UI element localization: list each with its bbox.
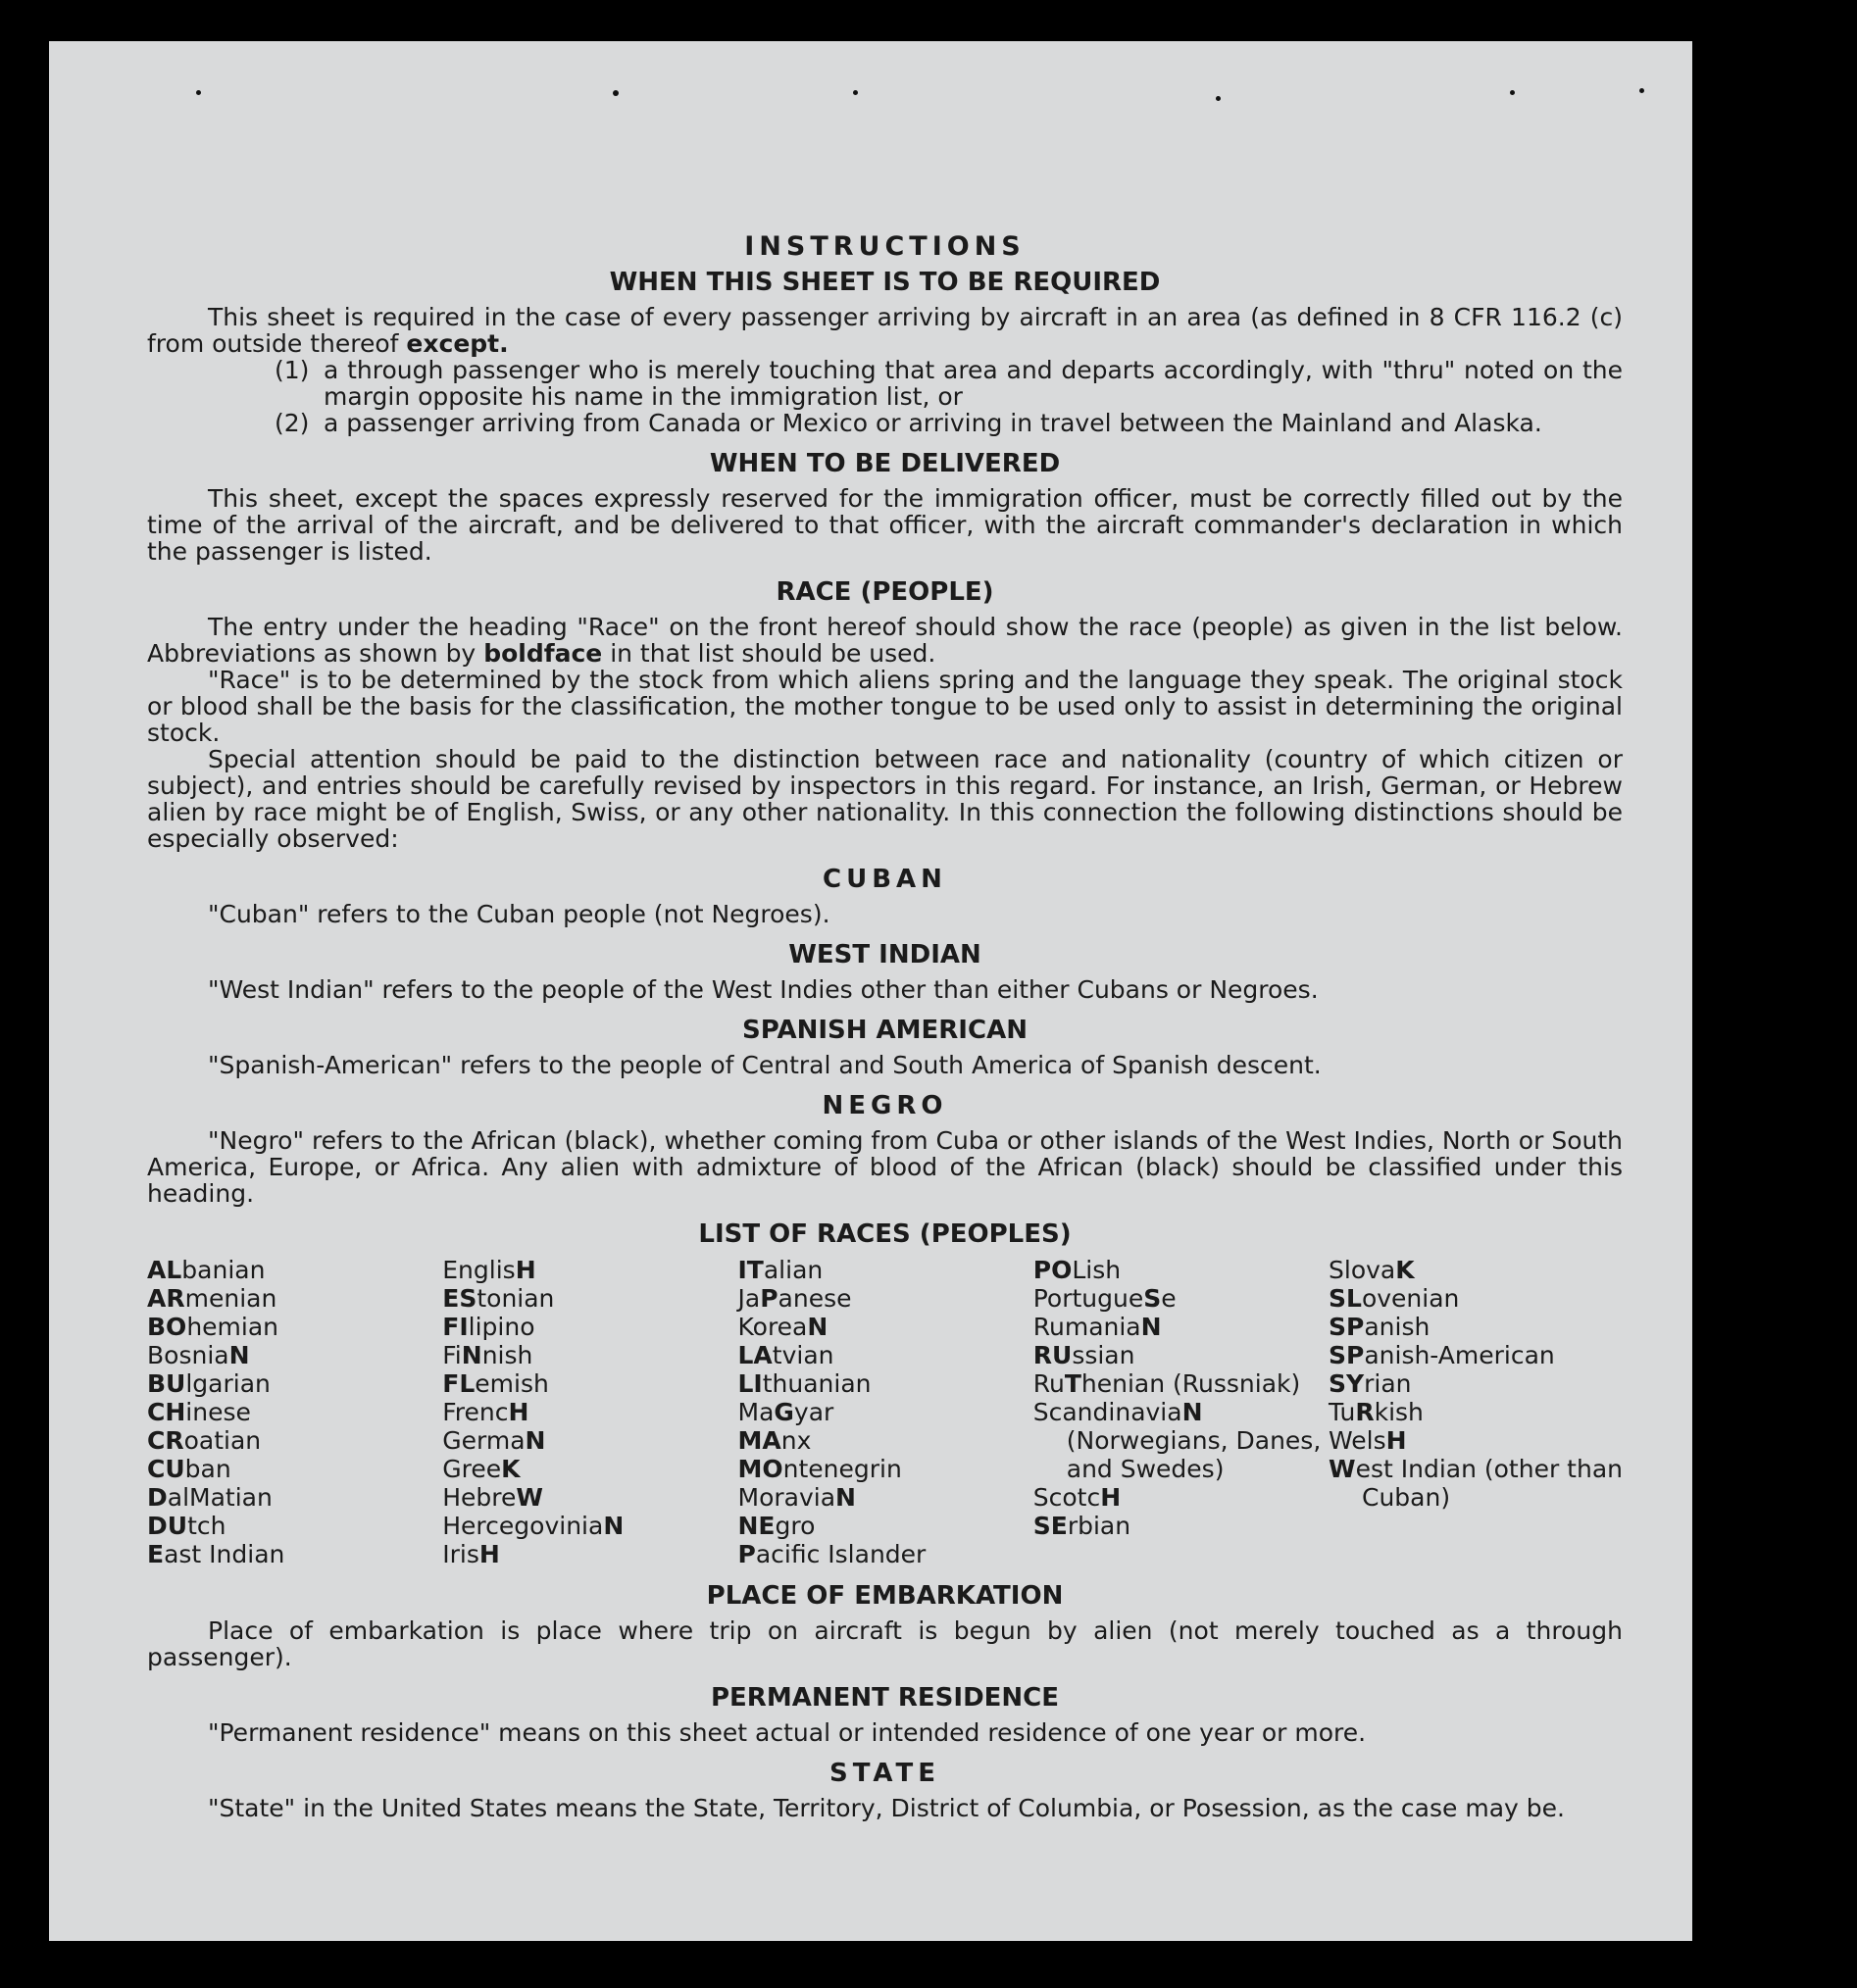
race-entry: TuRkish — [1329, 1398, 1424, 1426]
race-entry: DUtch — [147, 1512, 226, 1540]
race-entry: NEgro — [737, 1512, 816, 1540]
race-entry: FLemish — [442, 1369, 549, 1398]
race-entry: POLish — [1032, 1256, 1122, 1284]
race-entry: RumaniaN — [1032, 1313, 1162, 1341]
race-entry: ARmenian — [147, 1284, 277, 1313]
speck — [196, 90, 201, 95]
speck — [1216, 96, 1221, 101]
race-entry: ITalian — [737, 1256, 824, 1284]
race-entry: BosniaN — [147, 1341, 250, 1369]
race-entry: CHinese — [147, 1398, 251, 1426]
cuban-text: "Cuban" refers to the Cuban people (not Negroes). — [208, 900, 830, 928]
race-entry: GermaN — [442, 1426, 546, 1455]
heading-permanent-residence: PERMANENT RESIDENCE — [710, 1683, 1060, 1713]
west-indian-text: "West Indian" refers to the people of the West Indies other than either Cubans or Negroes. — [208, 975, 1319, 1004]
heading-when-required: WHEN THIS SHEET IS TO BE REQUIRED — [609, 268, 1161, 297]
race-column-4 — [1033, 1256, 1328, 1568]
race-entry: EnglisH — [442, 1256, 536, 1284]
race-column-5 — [1329, 1256, 1623, 1568]
heading-state: STATE — [828, 1759, 941, 1788]
race-column-1 — [147, 1256, 441, 1568]
when-required-text: This sheet is required in the case of every passenger arriving by aircraft in an area (as defined in 8 CFR 116.2 (c) from outside thereof except. — [147, 303, 1623, 358]
spanish-american-text: "Spanish-American" refers to the people of Central and South America of Spanish descent. — [208, 1051, 1322, 1079]
race-entry: ALbanian — [147, 1256, 266, 1284]
heading-cuban: CUBAN — [823, 865, 947, 894]
heading-race: RACE (PEOPLE) — [776, 577, 994, 607]
heading-west-indian: WEST INDIAN — [788, 940, 981, 969]
race-entry: LIthuanian — [737, 1369, 872, 1398]
race-entry: MAnx — [737, 1426, 812, 1455]
race-entry: CUban — [147, 1455, 231, 1483]
race-entry: MoraviaN — [737, 1483, 856, 1512]
permanent-residence-text: "Permanent residence" means on this sheet actual or intended residence of one year or more. — [208, 1718, 1367, 1747]
race-entry: RUssian — [1032, 1341, 1135, 1369]
page-title: INSTRUCTIONS — [744, 231, 1026, 262]
race-entry: PortugueSe — [1032, 1284, 1177, 1313]
race-entry: HebreW — [442, 1483, 543, 1512]
race-entry: EStonian — [442, 1284, 555, 1313]
race-entry: CRoatian — [147, 1426, 262, 1455]
instructions-content — [147, 178, 1623, 1821]
race-entry: SPanish-American — [1329, 1341, 1555, 1369]
race-entry: KoreaN — [737, 1313, 828, 1341]
race-entry: MOntenegrin — [737, 1455, 902, 1483]
heading-spanish-american: SPANISH AMERICAN — [742, 1016, 1028, 1045]
when-required-item-1: (1) a through passenger who is merely touching that area and departs accordingly, with "thru" noted on the margin opposite his name in the immigration list, or — [275, 356, 1623, 411]
race-entry: FIlipino — [442, 1313, 535, 1341]
race-paragraph-1: The entry under the heading "Race" on the front hereof should show the race (people) as given in the list below. Abbreviations as shown by boldface in that list should be used. — [147, 613, 1623, 668]
race-entry: ScotcH — [1032, 1483, 1122, 1512]
race-entry: BOhemian — [147, 1313, 279, 1341]
when-required-item-2: (2) a passenger arriving from Canada or Mexico or arriving in travel between the Mainland and Alaska. — [275, 409, 1542, 437]
race-paragraph-2: "Race" is to be determined by the stock from which aliens spring and the language they speak. The original stock or blood shall be the basis for the classification, the mother tongue to be used only to assist in determining the original stock. — [147, 666, 1623, 747]
race-entry: SYrian — [1329, 1369, 1412, 1398]
race-entry: SPanish — [1329, 1313, 1430, 1341]
race-entry: West Indian (other than Cuban) — [1329, 1455, 1623, 1512]
race-entry: HercegoviniaN — [442, 1512, 625, 1540]
race-entry: RuThenian (Russniak) — [1032, 1369, 1301, 1398]
race-entry: JaPanese — [737, 1284, 852, 1313]
speck — [1510, 90, 1515, 95]
speck — [853, 90, 858, 95]
race-entry: SLovenian — [1329, 1284, 1460, 1313]
race-paragraph-3: Special attention should be paid to the distinction between race and nationality (country of which citizen or subject), and entries should be carefully revised by inspectors in this regard. For instance, an Irish, German, or Hebrew alien by race might be of English, Swiss, or any other nationality. In this connection the following distinctions should be especially observed: — [147, 745, 1623, 853]
document-page — [49, 41, 1692, 1941]
race-list — [147, 1256, 1623, 1568]
race-entry: BUlgarian — [147, 1369, 271, 1398]
race-entry: GreeK — [442, 1455, 521, 1483]
state-text: "State" in the United States means the State, Territory, District of Columbia, or Posession, as the case may be. — [208, 1794, 1565, 1822]
race-entry: Pacific Islander — [737, 1540, 927, 1568]
heading-negro: NEGRO — [822, 1091, 948, 1120]
heading-list-of-races: LIST OF RACES (PEOPLES) — [698, 1219, 1072, 1249]
race-entry: IrisH — [442, 1540, 500, 1568]
race-entry: FrencH — [442, 1398, 529, 1426]
speck — [613, 90, 619, 96]
race-entry: SErbian — [1032, 1512, 1131, 1540]
race-entry: MaGyar — [737, 1398, 834, 1426]
race-entry: FiNnish — [442, 1341, 533, 1369]
race-entry: DalMatian — [147, 1483, 273, 1512]
race-column-3 — [738, 1256, 1032, 1568]
when-delivered-text: This sheet, except the spaces expressly reserved for the immigration officer, must be correctly filled out by the time of the arrival of the aircraft, and be delivered to that officer, with the aircraft commander's declaration in which the passenger is listed. — [147, 484, 1623, 566]
race-entry: SlovaK — [1329, 1256, 1415, 1284]
heading-when-delivered: WHEN TO BE DELIVERED — [709, 449, 1061, 478]
race-column-2 — [442, 1256, 736, 1568]
negro-text: "Negro" refers to the African (black), whether coming from Cuba or other islands of the West Indies, North or South America, Europe, or Africa. Any alien with admixture of blood of the African (black) should be classified under this heading. — [147, 1126, 1623, 1208]
race-entry: ScandinaviaN (Norwegians, Danes, and Swedes) — [1032, 1398, 1322, 1483]
race-entry: East Indian — [147, 1540, 285, 1568]
heading-embarkation: PLACE OF EMBARKATION — [706, 1581, 1064, 1611]
race-entry: WelsH — [1329, 1426, 1407, 1455]
embarkation-text: Place of embarkation is place where trip on aircraft is begun by alien (not merely touched as a through passenger). — [147, 1616, 1623, 1671]
speck — [1639, 88, 1644, 93]
race-entry: LAtvian — [737, 1341, 834, 1369]
